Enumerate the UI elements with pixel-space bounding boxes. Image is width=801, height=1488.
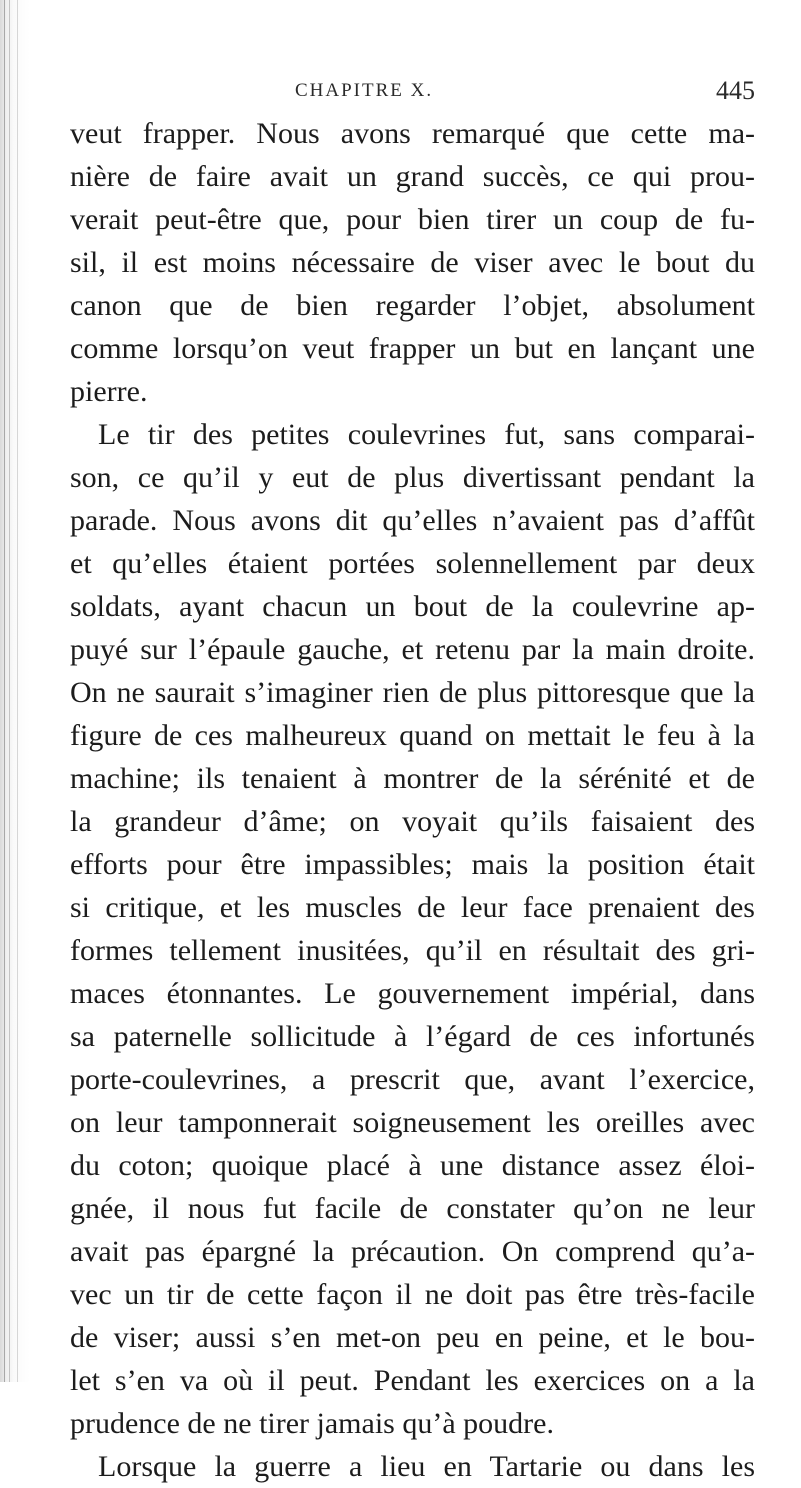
text-line: prudence de ne tirer jamais qu’à poudre. (70, 1407, 554, 1440)
page-number: 445 (716, 76, 755, 105)
text-line: let s’en va où il peut. Pendant les exercices on a la (70, 1364, 755, 1397)
text-line: du coton; quoique placé à une distance assez éloi- (70, 1149, 755, 1182)
text-line: On ne saurait s’imaginer rien de plus pittoresque que la (70, 676, 755, 709)
text-line: verait peut-être que, pour bien tirer un coup de fu- (70, 203, 755, 236)
text-line: nière de faire avait un grand succès, ce qui prou- (70, 160, 755, 193)
text-line: et qu’elles étaient portées solennellement par deux (70, 547, 755, 580)
text-line: la grandeur d’âme; on voyait qu’ils faisaient des (70, 805, 755, 838)
text-line: vec un tir de cette façon il ne doit pas être très-facile (70, 1278, 755, 1311)
text-line: de viser; aussi s’en met-on peu en peine, et le bou- (70, 1321, 755, 1354)
text-line: comme lorsqu’on veut frapper un but en lançant une (70, 332, 755, 365)
text-line: maces étonnantes. Le gouvernement impérial, dans (70, 977, 755, 1010)
body-text (70, 112, 755, 1488)
text-line: gnée, il nous fut facile de constater qu’on ne leur (70, 1192, 755, 1225)
text-line: machine; ils tenaient à montrer de la sérénité et de (70, 762, 755, 795)
text-line: formes tellement inusitées, qu’il en résultait des gri- (70, 934, 755, 967)
text-line: puyé sur l’épaule gauche, et retenu par la main droite. (70, 633, 755, 666)
text-line: figure de ces malheureux quand on mettait le feu à la (70, 719, 755, 752)
text-line: son, ce qu’il y eut de plus divertissant pendant la (70, 461, 755, 494)
text-line: soldats, ayant chacun un bout de la coulevrine ap- (70, 590, 755, 623)
text-line: on leur tamponnerait soigneusement les oreilles avec (70, 1106, 755, 1139)
binding-line (17, 0, 18, 1382)
text-line: avait pas épargné la précaution. On comprend qu’a- (70, 1235, 755, 1268)
text-line: veut frapper. Nous avons remarqué que cette ma- (70, 117, 755, 150)
text-line: pierre. (70, 375, 148, 408)
binding-gutter (0, 0, 30, 1382)
text-line: sa paternelle sollicitude à l’égard de ces infortunés (70, 1020, 755, 1053)
text-line: parade. Nous avons dit qu’elles n’avaient pas d’affût (70, 504, 755, 537)
text-line: efforts pour être impassibles; mais la position était (70, 848, 755, 881)
text-line: canon que de bien regarder l’objet, absolument (70, 289, 755, 322)
text-line: sil, il est moins nécessaire de viser avec le bout du (70, 246, 755, 279)
book-page (70, 76, 755, 1488)
binding-line (9, 0, 10, 1382)
text-line: Le tir des petites coulevrines fut, sans comparai- (98, 418, 755, 451)
binding-line (4, 0, 5, 1382)
text-line: si critique, et les muscles de leur face prenaient des (70, 891, 755, 924)
running-title: CHAPITRE X. (295, 80, 434, 101)
text-line: Lorsque la guerre a lieu en Tartarie ou dans les (98, 1450, 755, 1483)
text-line: porte-coulevrines, a prescrit que, avant l’exercice, (70, 1063, 755, 1096)
page-header (70, 76, 755, 112)
